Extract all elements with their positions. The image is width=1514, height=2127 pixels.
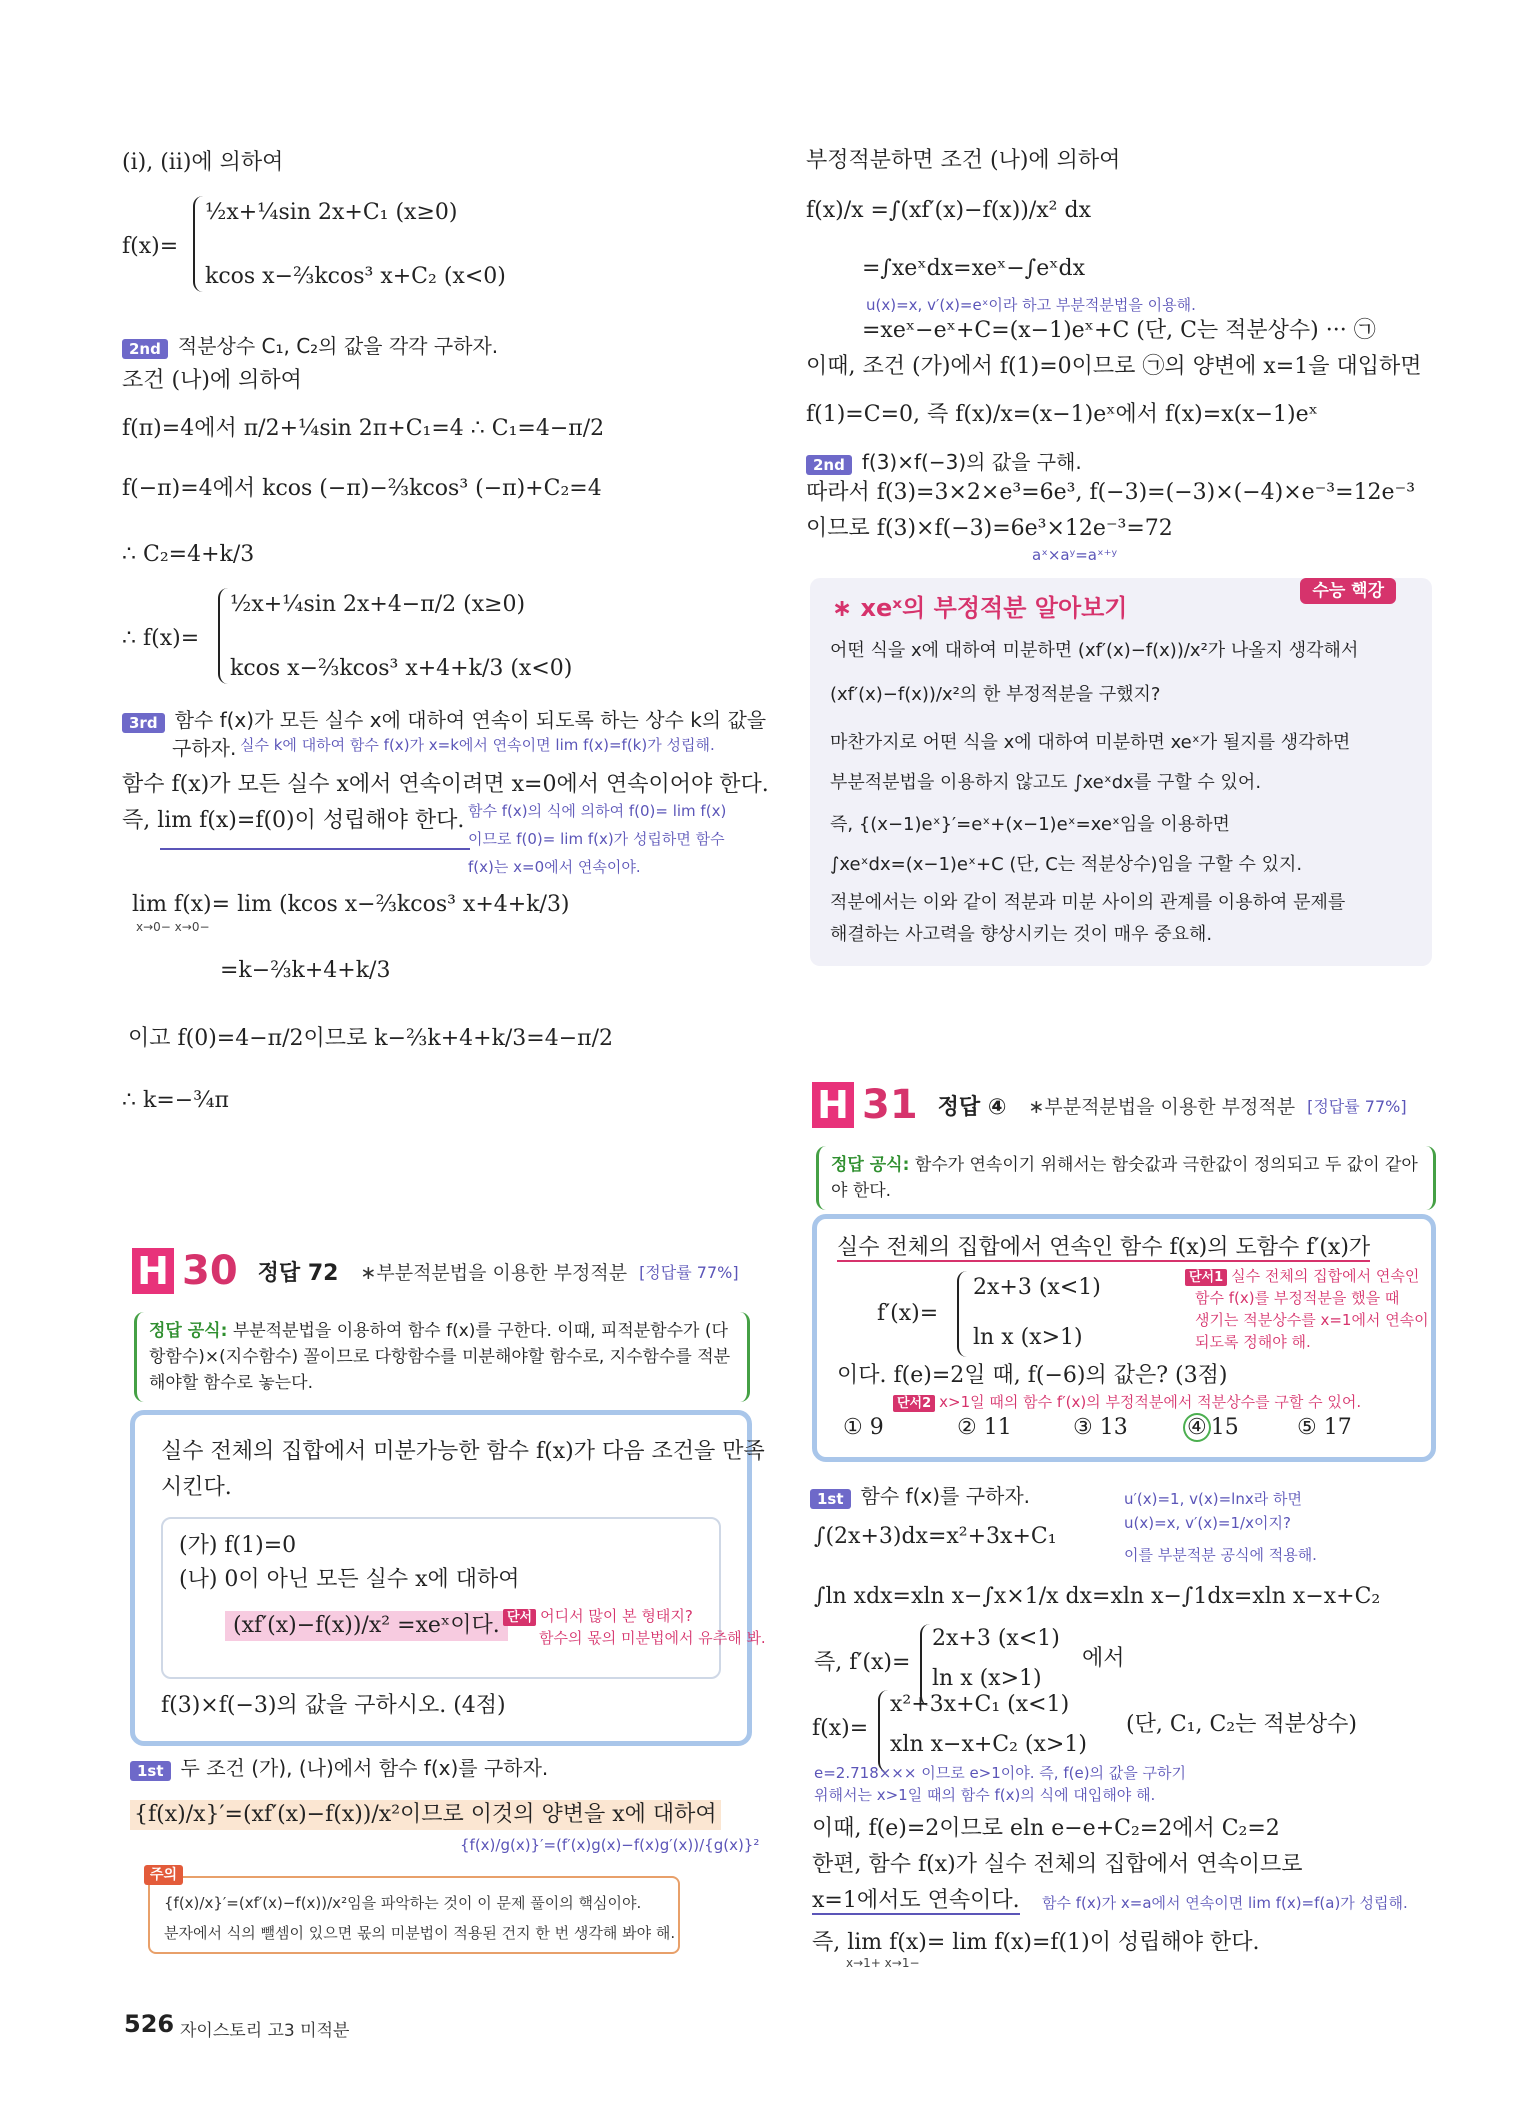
formula-case: x²+3x+C₁ (x<1)	[890, 1692, 1070, 1717]
caution-text: 분자에서 식의 뺄셈이 있으면 몫의 미분법이 적용된 건지 한 번 생각해 봐야 해.	[164, 1924, 676, 1942]
hint-badge: 단서1	[1185, 1269, 1227, 1286]
step-heading	[130, 1752, 548, 1781]
hint-badge: 단서	[503, 1609, 536, 1626]
condition: (가) f(1)=0	[179, 1533, 297, 1558]
side-note: 이를 부분적분 공식에 적용해.	[1124, 1546, 1317, 1564]
side-note: e=2.718××× 이므로 e>1이야. 즉, f(e)의 값을 구하기	[814, 1764, 1187, 1782]
problem-text	[837, 1233, 1370, 1263]
underline	[160, 836, 470, 850]
formula-text: 함수가 연속이기 위해서는 함숫값과 극한값이 정의되고 두 값이 같아야 한다.	[831, 1155, 1418, 1201]
choice-4[interactable]	[1183, 1413, 1239, 1443]
step-badge: 3rd	[122, 713, 165, 733]
topic: ∗부분적분법을 이용한 부정적분	[360, 1261, 628, 1284]
formula-label: 정답 공식:	[149, 1321, 228, 1341]
text-line: 따라서 f(3)=3×2×e³=6e³, f(−3)=(−3)×(−4)×e⁻³=12e⁻³	[806, 480, 1416, 505]
text-line: (ⅰ), (ⅱ)에 의하여	[122, 150, 284, 175]
text-line: 에서	[1082, 1646, 1125, 1671]
text-line: {f(x)/x}′=(xf′(x)−f(x))/x²이므로 이것의 양변을 x에 대하여	[130, 1800, 721, 1830]
text-line: 부정적분하면 조건 (나)에 의하여	[806, 148, 1121, 173]
topic: ∗부분적분법을 이용한 부정적분	[1028, 1095, 1296, 1118]
text-line: 함수 f(x)가 모든 실수 x에서 연속이려면 x=0에서 연속이어야 한다.	[122, 772, 769, 797]
formula-text: 부분적분법을 이용하여 함수 f(x)를 구한다. 이때, 피적분함수가 (다항함수)×(지수함수) 꼴이므로 다항함수를 미분해야할 함수로, 지수함수를 적분해야할 함수로 놓는다.	[149, 1321, 731, 1393]
text-line: =xeˣ−eˣ+C=(x−1)eˣ+C (단, C는 적분상수) ··· ㉠	[862, 318, 1376, 343]
problem-header	[132, 1248, 739, 1294]
step-text: 함수 f(x)가 모든 실수 x에 대하여 연속이 되도록 하는 상수 k의 값을	[174, 708, 767, 732]
tip-title: ∗ xeˣ의 부정적분 알아보기	[832, 594, 1128, 622]
problem-box	[130, 1410, 766, 1746]
step-text: 함수 f(x)를 구하자.	[860, 1484, 1031, 1508]
side-note: u′(x)=1, v(x)=lnx라 하면	[1124, 1490, 1302, 1508]
side-note: f(x)는 x=0에서 연속이야.	[468, 858, 641, 876]
side-note: 함수 f(x)의 식에 의하여 f(0)= lim f(x)	[468, 802, 727, 820]
formula-case: kcos x−⅔kcos³ x+4+k/3 (x<0)	[230, 656, 573, 681]
tip-line: 적분에서는 이와 같이 적분과 미분 사이의 관계를 이용하여 문제를	[830, 892, 1346, 913]
step-heading	[122, 704, 766, 733]
problem-text: 시킨다.	[161, 1475, 232, 1500]
page-number: 526	[124, 2010, 175, 2038]
text-line: ∫(2x+3)dx=x²+3x+C₁	[814, 1524, 1057, 1549]
formula-case: 2x+3 (x<1)	[932, 1626, 1060, 1651]
side-note: {f(x)/g(x)}′=(f′(x)g(x)−f(x)g′(x))/{g(x)}²	[460, 1836, 760, 1854]
tip-badge: 수능 핵강	[1300, 578, 1396, 604]
condition-box	[161, 1517, 766, 1679]
hint-text: 함수의 몫의 미분법에서 유추해 봐.	[539, 1629, 766, 1647]
text-line	[812, 1886, 1020, 1916]
text-line: lim f(x)= lim (kcos x−⅔kcos³ x+4+k/3)	[132, 892, 570, 917]
step-badge: 1st	[130, 1761, 171, 1781]
text-line: ∴ k=−¾π	[122, 1088, 229, 1113]
hint-note	[503, 1605, 693, 1626]
problem-letter: H	[132, 1248, 174, 1294]
problem-header	[812, 1082, 1407, 1128]
side-note: 함수 f(x)가 x=a에서 연속이면 lim f(x)=f(a)가 성립해.	[1042, 1894, 1408, 1912]
formula-case: ln x (x>1)	[932, 1666, 1042, 1691]
text-line: ∴ C₂=4+k/3	[122, 542, 255, 567]
hint-text: 함수 f(x)를 부정적분을 했을 때	[1195, 1289, 1400, 1307]
text-line: 조건 (나)에 의하여	[122, 368, 302, 393]
problem-letter: H	[812, 1082, 854, 1128]
correct-rate: [정답률 77%]	[639, 1262, 739, 1282]
step-badge: 1st	[810, 1489, 851, 1509]
question: 이다. f(e)=2일 때, f(−6)의 값은? (3점)	[837, 1363, 1228, 1388]
text-line: 이고 f(0)=4−π/2이므로 k−⅔k+4+k/3=4−π/2	[128, 1026, 614, 1051]
step-heading	[810, 1480, 1030, 1509]
condition: (나) 0이 아닌 모든 실수 x에 대하여	[179, 1567, 520, 1592]
text-line: f(1)=C=0, 즉 f(x)/x=(x−1)eˣ에서 f(x)=x(x−1)eˣ	[806, 402, 1318, 427]
side-note: u(x)=x, v′(x)=eˣ이라 하고 부분적분법을 이용해.	[866, 296, 1196, 314]
problem-number: 31	[862, 1082, 918, 1128]
answer: 정답 72	[257, 1260, 339, 1286]
step-heading	[122, 330, 498, 359]
limit-subscript: x→0− x→0−	[136, 920, 210, 934]
choice-value: 15	[1210, 1415, 1239, 1440]
answer-circle: ④	[1183, 1413, 1211, 1442]
step-badge: 2nd	[806, 455, 852, 475]
text-line: f(−π)=4에서 kcos (−π)−⅔kcos³ (−π)+C₂=4	[122, 476, 602, 501]
formula-lhs: f(x)=	[812, 1716, 869, 1741]
step-text: 두 조건 (가), (나)에서 함수 f(x)를 구하자.	[180, 1756, 549, 1780]
choice-3[interactable]: ③ 13	[1073, 1415, 1128, 1440]
text-line: 이때, 조건 (가)에서 f(1)=0이므로 ㉠의 양변에 x=1을 대입하면	[806, 354, 1422, 379]
condition-formula: (xf′(x)−f(x))/x² =xeˣ이다.	[225, 1611, 508, 1641]
formula-case: ½x+¼sin 2x+C₁ (x≥0)	[205, 200, 458, 225]
text-line: 이때, f(e)=2이므로 eln e−e+C₂=2에서 C₂=2	[812, 1816, 1280, 1841]
hint-text: 어디서 많이 본 형태지?	[540, 1607, 693, 1625]
answer-formula	[816, 1146, 1436, 1210]
tip-line: 어떤 식을 x에 대하여 미분하면 (xf′(x)−f(x))/x²가 나올지 생각해서	[830, 640, 1359, 661]
formula-lhs: ∴ f(x)=	[122, 626, 200, 651]
tip-line: 마찬가지로 어떤 식을 x에 대하여 미분하면 xeˣ가 될지를 생각하면	[830, 732, 1351, 753]
problem-number: 30	[182, 1248, 238, 1294]
text-line: 즉, lim f(x)= lim f(x)=f(1)이 성립해야 한다.	[812, 1930, 1260, 1955]
step-heading	[806, 446, 1082, 475]
text-line: 이므로 f(3)×f(−3)=6e³×12e⁻³=72	[806, 516, 1173, 541]
text-underlined: x=1에서도 연속이다.	[812, 1888, 1020, 1913]
hint-text: x>1일 때의 함수 f′(x)의 부정적분에서 적분상수를 구할 수 있어.	[939, 1393, 1362, 1411]
tip-line: 즉, {(x−1)eˣ}′=eˣ+(x−1)eˣ=xeˣ임을 이용하면	[830, 814, 1230, 835]
formula-lhs: f′(x)=	[877, 1301, 939, 1326]
step-text: f(3)×f(−3)의 값을 구해.	[861, 450, 1082, 474]
formula-lhs: f(x)=	[122, 234, 179, 259]
answer-formula	[134, 1312, 750, 1402]
brace	[957, 1271, 973, 1357]
side-note: aˣ×aʸ=aˣ⁺ʸ	[1032, 546, 1118, 564]
caution-text: {f(x)/x}′=(xf′(x)−f(x))/x²임을 파악하는 것이 이 문제 풀이의 핵심이야.	[164, 1894, 642, 1912]
choice-5[interactable]: ⑤ 17	[1297, 1415, 1352, 1440]
problem-text-underlined: 실수 전체의 집합에서 연속인 함수 f(x)의 도함수 f′(x)가	[837, 1235, 1371, 1260]
step-text: 구하자.	[172, 736, 237, 760]
hint-note	[1185, 1265, 1419, 1286]
tip-line: ∫xeˣdx=(x−1)eˣ+C (단, C는 적분상수)임을 구할 수 있지.	[830, 854, 1303, 875]
hint-badge: 단서2	[893, 1395, 935, 1412]
book-title: 자이스토리 고3 미적분	[180, 2021, 350, 2041]
text-line: f(x)/x =∫(xf′(x)−f(x))/x² dx	[806, 198, 1091, 223]
formula-label: 정답 공식:	[831, 1155, 910, 1175]
hint-note	[893, 1391, 1361, 1412]
formula-case: ½x+¼sin 2x+4−π/2 (x≥0)	[230, 592, 526, 617]
correct-rate: [정답률 77%]	[1307, 1096, 1407, 1116]
step-text: 적분상수 C₁, C₂의 값을 각각 구하자.	[177, 334, 499, 358]
side-note: 실수 k에 대하여 함수 f(x)가 x=k에서 연속이면 lim f(x)=f(k)가 성립해.	[240, 736, 715, 754]
side-note: 이므로 f(0)= lim f(x)가 성립하면 함수	[468, 830, 725, 848]
problem-text: 실수 전체의 집합에서 미분가능한 함수 f(x)가 다음 조건을 만족	[161, 1439, 765, 1464]
formula-case: xln x−x+C₂ (x>1)	[890, 1732, 1087, 1757]
hint-text: 생기는 적분상수를 x=1에서 연속이	[1195, 1311, 1429, 1329]
text-line: =∫xeˣdx=xeˣ−∫eˣdx	[862, 256, 1086, 281]
caution-badge: 주의	[144, 1865, 183, 1885]
tip-line: (xf′(x)−f(x))/x²의 한 부정적분을 구했지?	[830, 684, 1161, 705]
text-line: 즉, lim f(x)=f(0)이 성립해야 한다.	[122, 808, 465, 833]
tip-box	[810, 578, 1432, 966]
choice-2[interactable]: ② 11	[957, 1415, 1012, 1440]
limit-subscript: x→1+ x→1−	[846, 1956, 920, 1970]
formula-case: ln x (x>1)	[973, 1325, 1083, 1350]
question: f(3)×f(−3)의 값을 구하시오. (4점)	[161, 1693, 506, 1718]
formula-case: kcos x−⅔kcos³ x+C₂ (x<0)	[205, 264, 506, 289]
problem-box	[812, 1214, 1436, 1462]
side-note: 위해서는 x>1일 때의 함수 f(x)의 식에 대입해야 해.	[814, 1786, 1156, 1804]
caution-box	[148, 1867, 680, 1954]
text-line: (단, C₁, C₂는 적분상수)	[1126, 1712, 1357, 1737]
formula-lhs: 즉, f′(x)=	[814, 1650, 911, 1675]
answer: 정답 ④	[937, 1094, 1007, 1120]
text-line: 한편, 함수 f(x)가 실수 전체의 집합에서 연속이므로	[812, 1852, 1303, 1877]
tip-line: 해결하는 사고력을 향상시키는 것이 매우 중요해.	[830, 924, 1213, 945]
side-note: u(x)=x, v′(x)=1/x이지?	[1124, 1514, 1291, 1532]
hint-text: 실수 전체의 집합에서 연속인	[1231, 1267, 1420, 1285]
text-line: ∫ln xdx=xln x−∫x×1/x dx=xln x−∫1dx=xln x−x+C₂	[814, 1584, 1381, 1609]
text-line: =k−⅔k+4+k/3	[220, 958, 391, 983]
formula-case: 2x+3 (x<1)	[973, 1275, 1101, 1300]
hint-text: 되도록 정해야 해.	[1195, 1333, 1311, 1351]
text-line: f(π)=4에서 π/2+¼sin 2π+C₁=4 ∴ C₁=4−π/2	[122, 416, 605, 441]
step-badge: 2nd	[122, 339, 168, 359]
choice-1[interactable]: ① 9	[843, 1415, 884, 1440]
tip-line: 부분적분법을 이용하지 않고도 ∫xeˣdx를 구할 수 있어.	[830, 772, 1262, 793]
